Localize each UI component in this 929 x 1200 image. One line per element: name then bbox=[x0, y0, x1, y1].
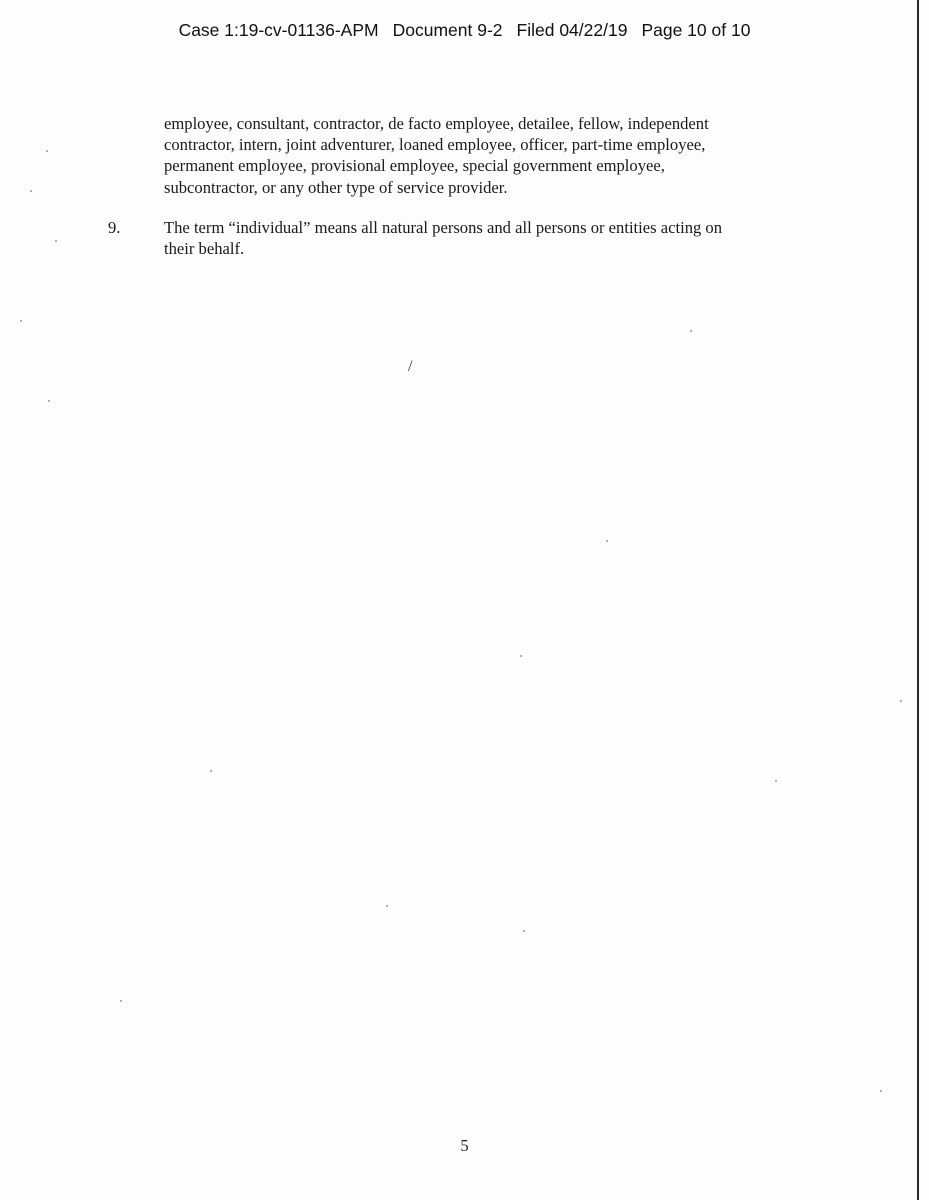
scan-speck bbox=[775, 780, 777, 782]
individual-definition-paragraph bbox=[164, 217, 804, 259]
court-filing-header bbox=[0, 20, 929, 41]
paragraph-line: their behalf. bbox=[164, 239, 245, 259]
scan-speck bbox=[120, 1000, 122, 1002]
scan-speck bbox=[210, 770, 212, 772]
page-number: 5 bbox=[460, 1136, 469, 1155]
scan-speck bbox=[900, 700, 902, 702]
scan-speck bbox=[606, 540, 608, 542]
item-number: 9. bbox=[108, 218, 121, 237]
filed-date: Filed 04/22/19 bbox=[516, 20, 628, 40]
document-number: Document 9-2 bbox=[392, 20, 503, 40]
scan-edge-line bbox=[917, 0, 919, 1200]
scan-speck bbox=[386, 905, 388, 907]
paragraph-line: The term “individual” means all natural persons and all persons or entities acting on bbox=[164, 218, 723, 237]
case-number: Case 1:19-cv-01136-APM bbox=[178, 20, 379, 40]
scan-speck bbox=[55, 240, 57, 242]
scan-speck bbox=[880, 1090, 882, 1092]
paragraph-line: permanent employee, provisional employee, special government employee, bbox=[164, 156, 665, 176]
stray-pen-mark: / bbox=[408, 358, 413, 375]
paragraph-line: employee, consultant, contractor, de facto employee, detailee, fellow, independent bbox=[164, 114, 709, 133]
paragraph-line: contractor, intern, joint adventurer, loaned employee, officer, part-time employee, bbox=[164, 135, 706, 155]
scan-speck bbox=[46, 150, 48, 152]
scan-speck bbox=[30, 190, 32, 192]
scan-speck bbox=[690, 330, 692, 332]
continued-definition-paragraph bbox=[164, 113, 784, 198]
scan-speck bbox=[20, 320, 22, 322]
scan-speck bbox=[520, 655, 522, 657]
paragraph-line: subcontractor, or any other type of service provider. bbox=[164, 177, 508, 197]
page-of-total: Page 10 of 10 bbox=[641, 20, 751, 40]
scan-speck bbox=[48, 400, 50, 402]
scan-speck bbox=[523, 930, 525, 932]
